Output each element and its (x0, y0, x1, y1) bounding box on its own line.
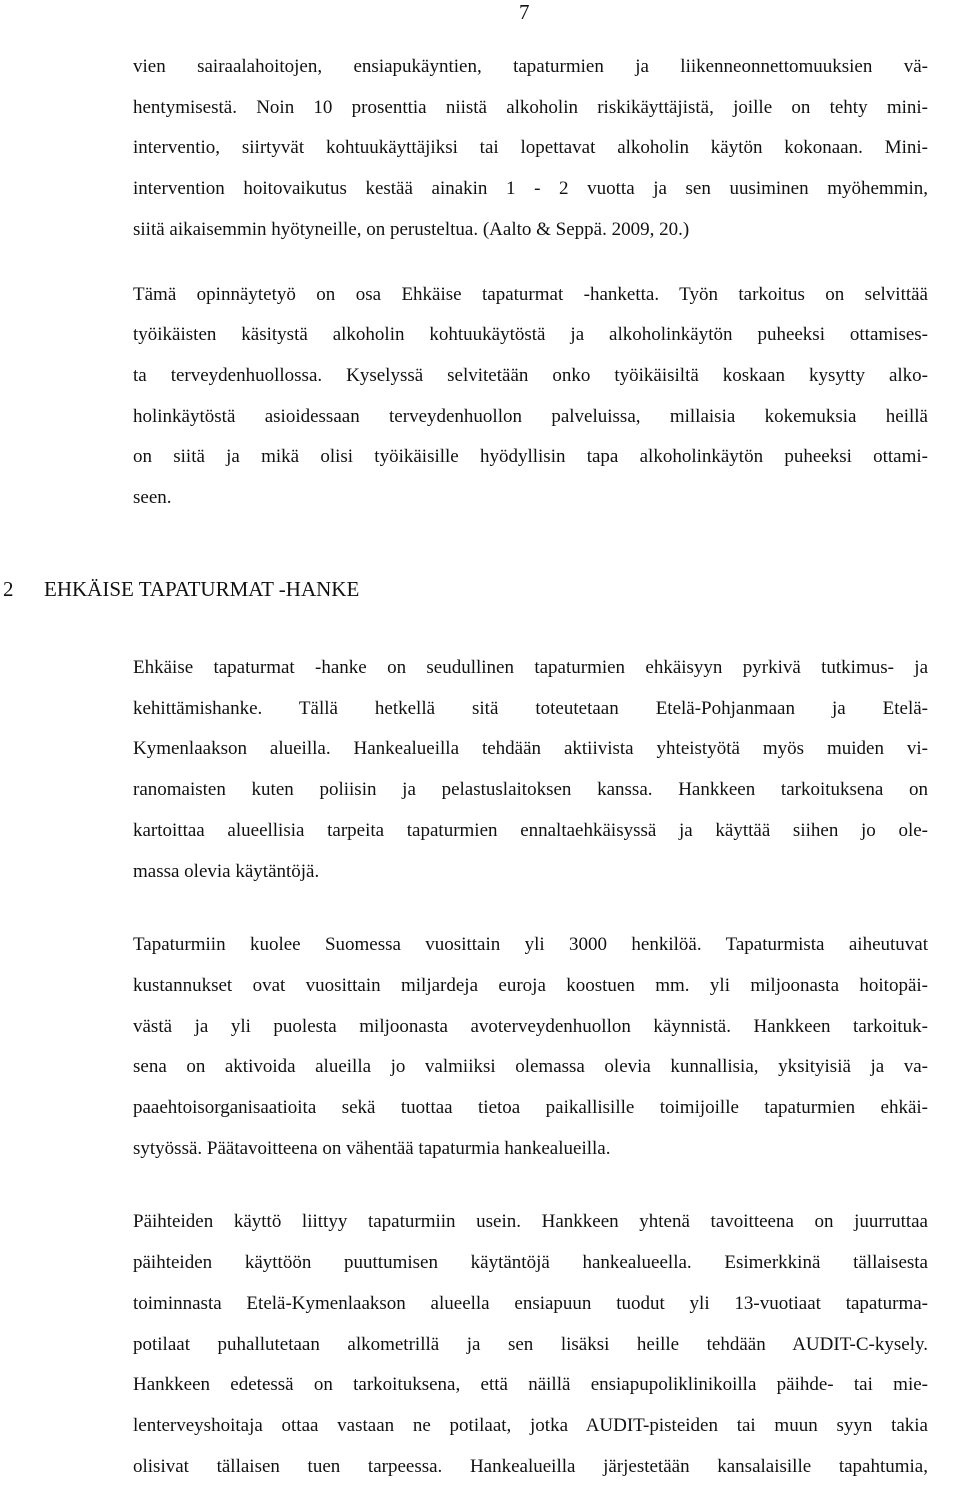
paragraph (133, 275, 928, 519)
text-line: päihteiden käyttöön puuttumisen käytäntöjä hankealueella. Esimerkkinä tällaisesta (133, 1252, 928, 1274)
text-line: Kymenlaakson alueilla. Hankealueilla tehdään aktiivista yhteistyötä myös muiden vi- (133, 738, 928, 760)
text-line: ranomaisten kuten poliisin ja pelastuslaitoksen kanssa. Hankkeen tarkoituksena on (133, 779, 928, 801)
text-line: intervention hoitovaikutus kestää ainakin 1 - 2 vuotta ja sen uusiminen myöhemmin, (133, 178, 928, 200)
text-line: västä ja yli puolesta miljoonasta avoterveydenhuollon käynnistä. Hankkeen tarkoituk- (133, 1015, 928, 1037)
text-line: kustannukset ovat vuosittain miljardeja euroja koostuen mm. yli miljoonasta hoitopäi- (133, 974, 928, 996)
text-line: toiminnasta Etelä-Kymenlaakson alueella ensiapuun tuodut yli 13-vuotiaat tapaturma- (133, 1292, 928, 1314)
text-line: Hankkeen edetessä on tarkoituksena, että näillä ensiapupoliklinikoilla päihde- tai mie- (133, 1374, 928, 1396)
text-line: kehittämishanke. Tällä hetkellä sitä toteutetaan Etelä-Pohjanmaan ja Etelä- (133, 697, 928, 719)
section-text (133, 648, 928, 1487)
text-line: kartoittaa alueellisia tarpeita tapaturmien ennaltaehkäisyssä ja käyttää siihen jo ole- (133, 819, 928, 841)
intro-text (133, 47, 928, 519)
paragraph (133, 925, 928, 1169)
paragraph (133, 1202, 928, 1487)
text-line: siitä aikaisemmin hyötyneille, on perusteltua. (Aalto & Seppä. 2009, 20.) (133, 218, 690, 240)
section-heading (3, 574, 359, 604)
text-line: olisivat tällaisen tuen tarpeessa. Hankealueilla järjestetään kansalaisille tapahtumia, (133, 1455, 928, 1477)
text-line: potilaat puhallutetaan alkometrillä ja sen lisäksi heille tehdään AUDIT-C-kysely. (133, 1333, 928, 1355)
text-line: sytyössä. Päätavoitteena on vähentää tapaturmia hankealueilla. (133, 1137, 611, 1159)
text-line: massa olevia käytäntöjä. (133, 860, 320, 882)
text-line: paaehtoisorganisaatioita sekä tuottaa tietoa paikallisille toimijoille tapaturmien ehkäi- (133, 1097, 928, 1119)
text-line: vien sairaalahoitojen, ensiapukäyntien, tapaturmien ja liikenneonnettomuuksien vä- (133, 56, 928, 77)
text-line: Päihteiden käyttö liittyy tapaturmiin usein. Hankkeen yhtenä tavoitteena on juurruttaa (133, 1211, 928, 1233)
text-line: ta terveydenhuollossa. Kyselyssä selvitetään onko työikäisiltä koskaan kysytty alko- (133, 364, 928, 386)
paragraph (133, 47, 928, 251)
section-number: 2 (3, 577, 14, 601)
text-line: seen. (133, 487, 172, 509)
text-line: työikäisten käsitystä alkoholin kohtuukäytöstä ja alkoholinkäytön puheeksi ottamises- (133, 324, 928, 346)
text-line: Tapaturmiin kuolee Suomessa vuosittain yli 3000 henkilöä. Tapaturmista aiheutuvat (133, 934, 928, 956)
section-title: EHKÄISE TAPATURMAT -HANKE (44, 577, 360, 601)
text-line: interventio, siirtyvät kohtuukäyttäjiksi tai lopettavat alkoholin käytön kokonaan. Mini- (133, 137, 928, 159)
paragraph (133, 648, 928, 892)
text-line: sena on aktivoida alueilla jo valmiiksi olemassa olevia kunnallisia, yksityisiä ja va- (133, 1056, 928, 1078)
text-line: holinkäytöstä asioidessaan terveydenhuollon palveluissa, millaisia kokemuksia heillä (133, 405, 928, 427)
text-line: Tämä opinnäytetyö on osa Ehkäise tapaturmat -hanketta. Työn tarkoitus on selvittää (133, 283, 928, 305)
text-line: Ehkäise tapaturmat -hanke on seudullinen tapaturmien ehkäisyyn pyrkivä tutkimus- ja (133, 657, 928, 678)
page-number: 7 (519, 0, 530, 24)
text-line: lenterveyshoitaja ottaa vastaan ne potilaat, jotka AUDIT-pisteiden tai muun syyn takia (133, 1414, 928, 1436)
text-line: on siitä ja mikä olisi työikäisille hyödyllisin tapa alkoholinkäytön puheeksi ottami- (133, 446, 928, 468)
text-line: hentymisestä. Noin 10 prosenttia niistä alkoholin riskikäyttäjistä, joille on tehty mini- (133, 96, 928, 118)
